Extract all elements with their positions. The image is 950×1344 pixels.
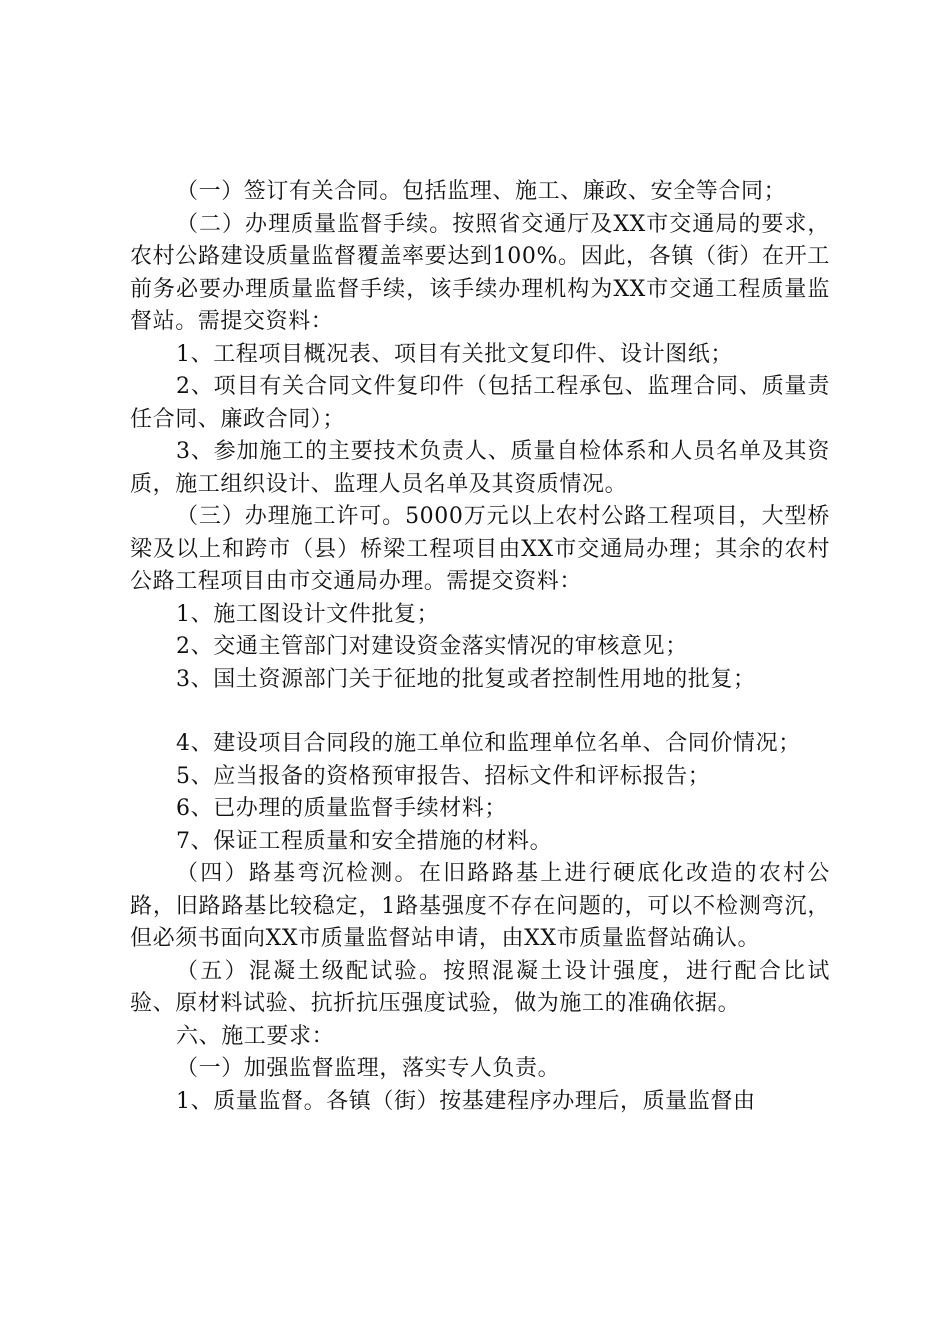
section-construction-permit: （三）办理施工许可。5000万元以上农村公路工程项目，大型桥梁及以上和跨市（县）桥梁工程项目由XX市交通局办理；其余的农村公路工程项目由市交通局办理。需提交资料： [130,504,830,594]
list-item: 2、项目有关合同文件复印件（包括工程承包、监理合同、质量责任合同、廉政合同）； [130,374,830,432]
list-item: 1、质量监督。各镇（街）按基建程序办理后，质量监督由 [176,1088,756,1114]
list-item: 3、国土资源部门关于征地的批复或者控制性用地的批复； [176,666,756,692]
list-item: 6、已办理的质量监督手续材料； [176,796,507,821]
heading-construction-requirements: 六、施工要求： [176,1023,335,1049]
list-item: 1、工程项目概况表、项目有关批文复印件、设计图纸； [176,341,733,367]
list-item: 4、建设项目合同段的施工单位和监理单位名单、合同价情况； [176,731,801,756]
list-item: 5、应当报备的资格预审报告、招标文件和评标报告； [176,763,711,789]
list-item: 2、交通主管部门对建设资金落实情况的审核意见； [176,634,688,659]
section-quality-supervision: （二）办理质量监督手续。按照省交通厅及XX市交通局的要求，农村公路建设质量监督覆盖率要达到100%。因此，各镇（街）在开工前务必要办理质量监督手续，该手续办理机构为XX市交通工程质量监督站。需提交资料： [130,211,830,334]
section-concrete-mix-test: （五）混凝土级配试验。按照混凝土设计强度，进行配合比试验、原材料试验、抗折抗压强度试验，做为施工的准确依据。 [130,958,830,1016]
list-item: 7、保证工程质量和安全措施的材料。 [176,828,553,854]
section-contracts: （一）签订有关合同。包括监理、施工、廉政、安全等合同； [176,179,787,204]
list-item: 3、参加施工的主要技术负责人、质量自检体系和人员名单及其资质，施工组织设计、监理人员名单及其资质情况。 [130,439,830,497]
section-deflection-test: （四）路基弯沉检测。在旧路路基上进行硬底化改造的农村公路，旧路路基比较稳定，1路基强度不存在问题的，可以不检测弯沉，但必须书面向XX市质量监督站申请，由XX市质量监督站确认。 [130,861,830,951]
document-body [130,176,830,1118]
section-supervision: （一）加强监督监理，落实专人负责。 [176,1056,561,1081]
list-item: 1、施工图设计文件批复； [176,601,440,627]
